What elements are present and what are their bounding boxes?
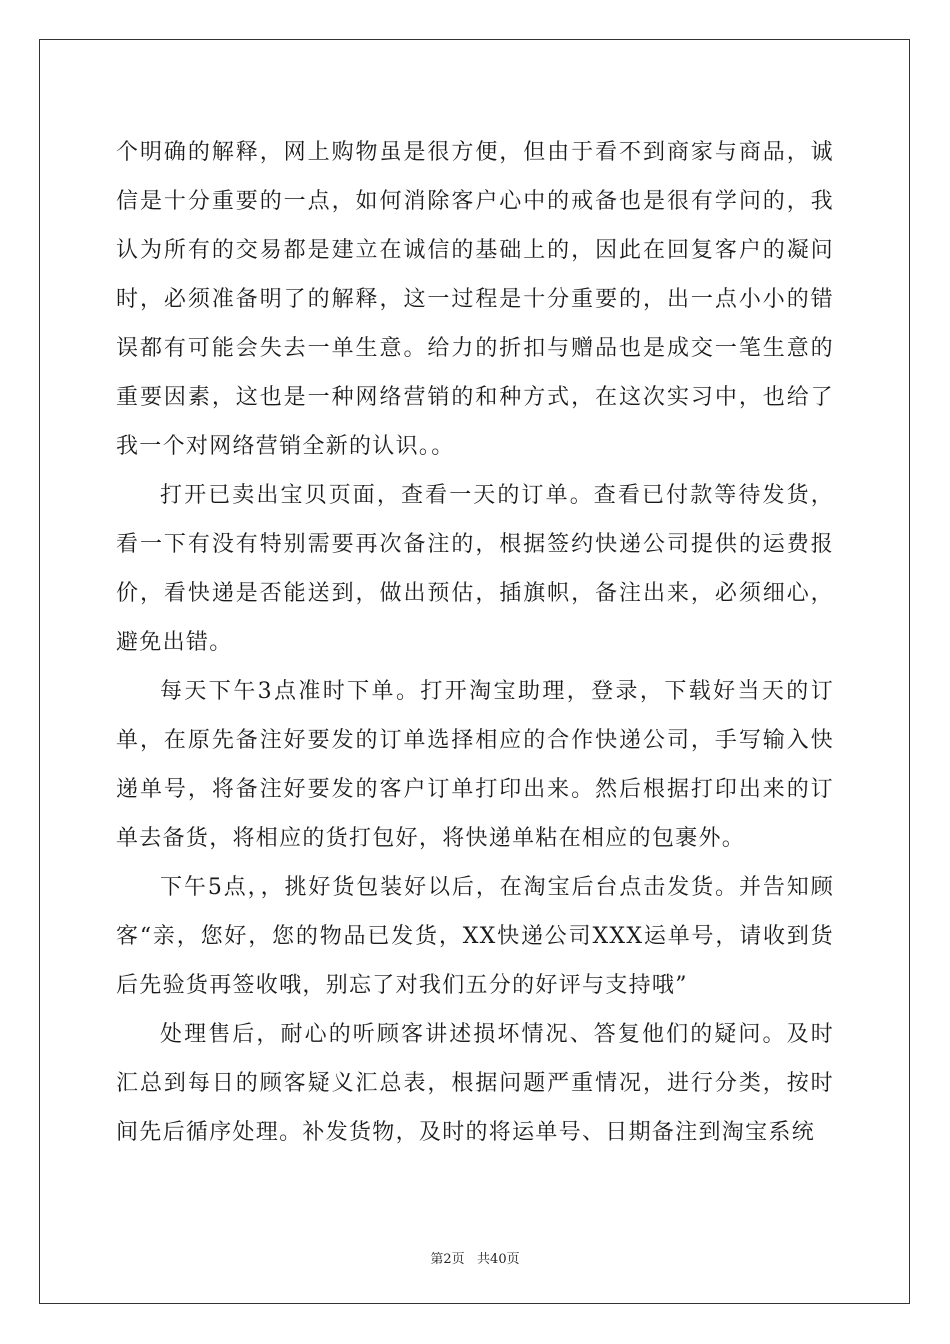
page-number-footer: 第2页 共40页 (430, 1252, 520, 1267)
document-body (116, 128, 834, 1157)
paragraph-4: 下午5点，，挑好货包装好以后，在淘宝后台点击发货。并告知顾客“亲，您好，您的物品已发货，XX快递公司XXX运单号，请收到货后先验货再签收哦，别忘了对我们五分的好评与支持哦” (116, 875, 834, 998)
paragraph-3: 每天下午3点准时下单。打开淘宝助理，登录，下载好当天的订单，在原先备注好要发的订单选择相应的合作快递公司，手写输入快递单号，将备注好要发的客户订单打印出来。然后根据打印出来的订单去备货，将相应的货打包好，将快递单粘在相应的包裹外。 (116, 679, 834, 851)
paragraph-1: 个明确的解释，网上购物虽是很方便，但由于看不到商家与商品，诚信是十分重要的一点，如何消除客户心中的戒备也是很有学问的，我认为所有的交易都是建立在诚信的基础上的，因此在回复客户的凝问时，必须准备明了的解释，这一过程是十分重要的，出一点小小的错误都有可能会失去一单生意。给力的折扣与赠品也是成交一笔生意的重要因素，这也是一种网络营销的和种方式，在这次实习中，也给了我一个对网络营销全新的认识。。 (116, 140, 834, 459)
paragraph-2: 打开已卖出宝贝页面，查看一天的订单。查看已付款等待发货，看一下有没有特别需要再次备注的，根据签约快递公司提供的运费报价，看快递是否能送到，做出预估，插旗帜，备注出来，必须细心，避免出错。 (116, 483, 834, 655)
paragraph-5: 处理售后，耐心的听顾客讲述损坏情况、答复他们的疑问。及时汇总到每日的顾客疑义汇总表，根据问题严重情况，进行分类，按时间先后循序处理。补发货物，及时的将运单号、日期备注到淘宝系统 (116, 1022, 834, 1145)
